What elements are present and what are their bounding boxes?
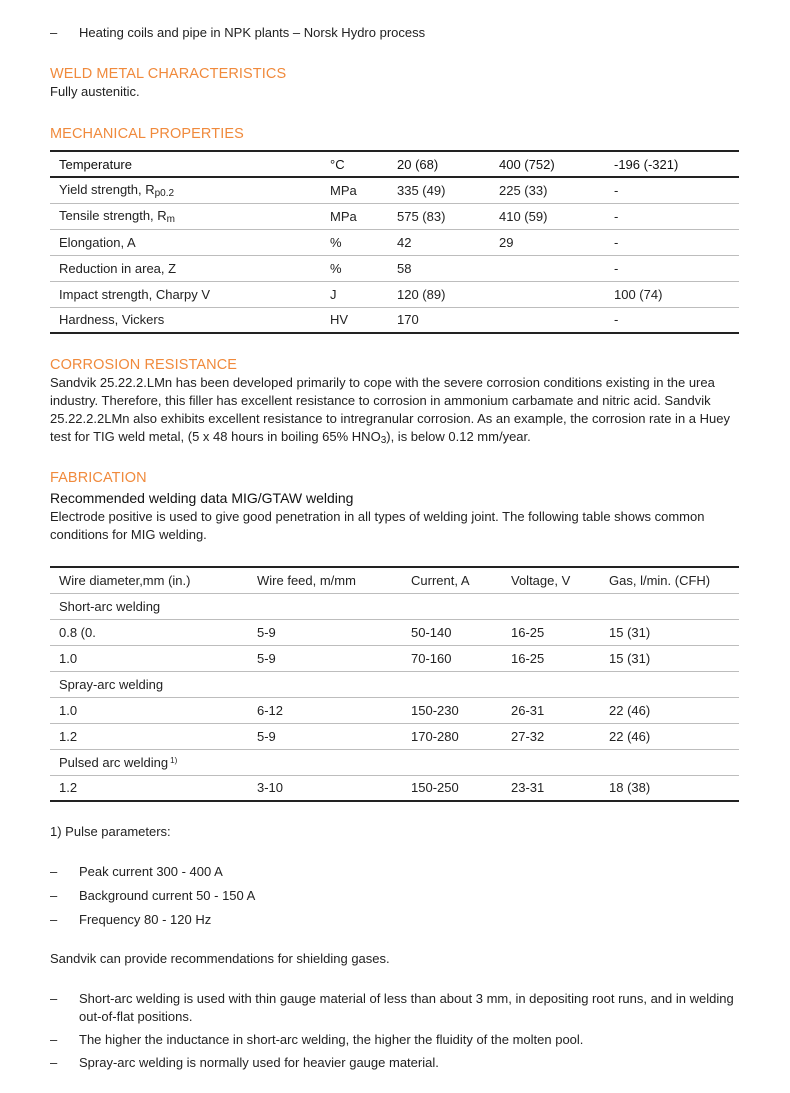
label-text: Elongation, A (59, 234, 136, 250)
bullet-dash: – (50, 991, 58, 1006)
property-label (50, 177, 321, 203)
header-cell: Wire feed, m/mm (257, 572, 356, 588)
section-heading: WELD METAL CHARACTERISTICS (50, 66, 287, 82)
list-item (50, 887, 740, 905)
table-row (50, 723, 739, 749)
bullet-text: Peak current 300 - 400 A (79, 864, 223, 879)
list-item (50, 990, 740, 1026)
bullet-text: Background current 50 - 150 A (79, 888, 256, 903)
value-cell: 150-230 (411, 702, 459, 718)
value-cell: 27-32 (511, 728, 545, 744)
list-item (50, 24, 740, 42)
fabrication-section (50, 469, 740, 544)
value-cell: 170-280 (411, 728, 459, 744)
value-cell: 150-250 (411, 780, 459, 796)
value-cell: 1.2 (59, 728, 78, 744)
mechanical-properties-table (50, 150, 739, 334)
section-text: Electrode positive is used to give good penetration in all types of welding joint. The following table shows common conditions for MIG welding. (50, 509, 705, 542)
unit-cell: HV (330, 312, 349, 328)
property-label (50, 229, 321, 255)
group-title (50, 749, 739, 775)
bullet-text: Frequency 80 - 120 Hz (79, 912, 212, 927)
value-cell: 225 (33) (499, 182, 548, 198)
table-row (50, 697, 739, 723)
value-cell: - (614, 312, 619, 328)
section-subheading: Recommended welding data MIG/GTAW welding (50, 490, 354, 506)
pulse-parameters (50, 823, 740, 929)
unit-cell: MPa (330, 182, 357, 198)
table-row (50, 645, 739, 671)
value-cell: - (614, 260, 619, 276)
label-text: Hardness, Vickers (59, 312, 165, 328)
bullet-text: Spray-arc welding is normally used for heavier gauge material. (79, 1055, 439, 1070)
value-cell: 15 (31) (609, 624, 651, 640)
property-label (50, 203, 321, 229)
value-cell: - (614, 234, 619, 250)
unit-cell: MPa (330, 208, 357, 224)
subscript: 3 (380, 435, 387, 446)
unit-cell: J (330, 286, 337, 302)
value-cell: 410 (59) (499, 208, 548, 224)
property-label (50, 281, 321, 307)
value-cell: 0.8 (0. (59, 624, 96, 640)
shielding-text: Sandvik can provide recommendations for shielding gases. (50, 951, 390, 966)
header-cell: Temperature (59, 156, 132, 172)
intro-bullet-list (50, 24, 740, 42)
label-text: Yield strength, R (59, 181, 155, 197)
subscript: p0.2 (154, 187, 175, 199)
value-cell: 26-31 (511, 702, 545, 718)
table-header-row (50, 567, 739, 593)
value-cell: 22 (46) (609, 702, 651, 718)
pulse-bullet-list (50, 863, 740, 929)
value-cell: 16-25 (511, 624, 545, 640)
value-cell: 16-25 (511, 650, 545, 666)
value-cell: 1.0 (59, 702, 78, 718)
value-cell: 15 (31) (609, 650, 651, 666)
header-cell: 20 (68) (397, 156, 439, 172)
value-cell (490, 255, 605, 281)
value-cell: 170 (397, 312, 419, 328)
header-cell: Gas, l/min. (CFH) (609, 572, 711, 588)
section-heading: CORROSION RESISTANCE (50, 357, 238, 373)
group-title-text: Pulsed arc welding (59, 754, 169, 770)
table-header-row (50, 151, 739, 177)
bullet-dash: – (50, 1055, 58, 1070)
value-cell: 6-12 (257, 702, 284, 718)
footnote-title: 1) Pulse parameters: (50, 824, 171, 839)
list-item (50, 911, 740, 929)
group-title (50, 593, 739, 619)
value-cell: 23-31 (511, 780, 545, 796)
header-cell: -196 (-321) (614, 156, 679, 172)
value-cell: 120 (89) (397, 286, 446, 302)
bullet-text: Heating coils and pipe in NPK plants – Norsk Hydro process (79, 25, 426, 40)
table-row (50, 281, 739, 307)
header-cell: Voltage, V (511, 572, 571, 588)
unit-cell: % (330, 234, 342, 250)
bullet-text: The higher the inductance in short-arc welding, the higher the fluidity of the molten pool. (79, 1032, 584, 1047)
group-title (50, 671, 739, 697)
value-cell: - (614, 182, 619, 198)
bullet-dash: – (50, 888, 58, 903)
value-cell: 1.2 (59, 780, 78, 796)
weld-metal-section (50, 65, 286, 101)
group-row (50, 749, 739, 775)
value-cell: 58 (397, 260, 412, 276)
list-item (50, 863, 740, 881)
group-row (50, 671, 739, 697)
value-cell: 42 (397, 234, 412, 250)
value-cell: 3-10 (257, 780, 284, 796)
label-text: Tensile strength, R (59, 207, 167, 223)
table-row (50, 775, 739, 801)
property-label (50, 307, 321, 333)
section-heading: MECHANICAL PROPERTIES (50, 126, 244, 142)
table-row (50, 307, 739, 333)
section-text: Fully austenitic. (50, 84, 140, 99)
value-cell: 22 (46) (609, 728, 651, 744)
table-row (50, 203, 739, 229)
bullet-dash: – (50, 864, 58, 879)
value-cell: 70-160 (411, 650, 452, 666)
corrosion-section (50, 356, 740, 450)
table-row (50, 619, 739, 645)
bullet-dash: – (50, 25, 58, 40)
mechanical-section (50, 125, 244, 143)
value-cell: 5-9 (257, 624, 276, 640)
value-cell (490, 307, 605, 333)
value-cell (490, 281, 605, 307)
value-cell: 29 (499, 234, 514, 250)
section-text (50, 374, 740, 450)
header-cell: Current, A (411, 572, 470, 588)
text-run: Sandvik 25.22.2.LMn has been developed primarily to cope with the severe corrosion conditions existing in the urea industry. Therefore, this filler has excellent resistance to corrosion in ammonium carbamate and nitric acid. Sandvik 25.22.2.2LMn also exhibits excellent resistance to intregranular corrosion. As an example, the corrosion rate in a Huey test for TIG weld metal, (5 x 48 hours in boiling 65% HNO (50, 375, 730, 444)
section-heading: FABRICATION (50, 470, 147, 486)
value-cell: 5-9 (257, 650, 276, 666)
group-title-text: Short-arc welding (59, 598, 161, 614)
header-cell: °C (330, 156, 345, 172)
table-row (50, 177, 739, 203)
bullet-text: Short-arc welding is used with thin gauge material of less than about 3 mm, in depositing root runs, and in welding out-of-flat positions. (79, 991, 734, 1024)
unit-cell: % (330, 260, 342, 276)
bullet-dash: – (50, 1032, 58, 1047)
label-text: Reduction in area, Z (59, 260, 177, 276)
value-cell: - (614, 208, 619, 224)
welding-data-table (50, 566, 739, 802)
bullet-dash: – (50, 912, 58, 927)
value-cell: 335 (49) (397, 182, 446, 198)
value-cell: 575 (83) (397, 208, 446, 224)
value-cell: 100 (74) (614, 286, 663, 302)
welding-notes-list (50, 990, 740, 1072)
header-cell: 400 (752) (499, 156, 555, 172)
table-row (50, 229, 739, 255)
property-label (50, 255, 321, 281)
header-cell: Wire diameter,mm (in.) (59, 572, 191, 588)
text-run: ), is below 0.12 mm/year. (386, 429, 531, 444)
list-item (50, 1054, 740, 1072)
group-title-text: Spray-arc welding (59, 676, 164, 692)
list-item (50, 1031, 740, 1049)
value-cell: 5-9 (257, 728, 276, 744)
value-cell: 50-140 (411, 624, 452, 640)
subscript: m (166, 213, 176, 225)
group-row (50, 593, 739, 619)
table-row (50, 255, 739, 281)
footnote-marker: 1) (170, 755, 178, 765)
value-cell: 18 (38) (609, 780, 651, 796)
label-text: Impact strength, Charpy V (59, 286, 211, 302)
value-cell: 1.0 (59, 650, 78, 666)
